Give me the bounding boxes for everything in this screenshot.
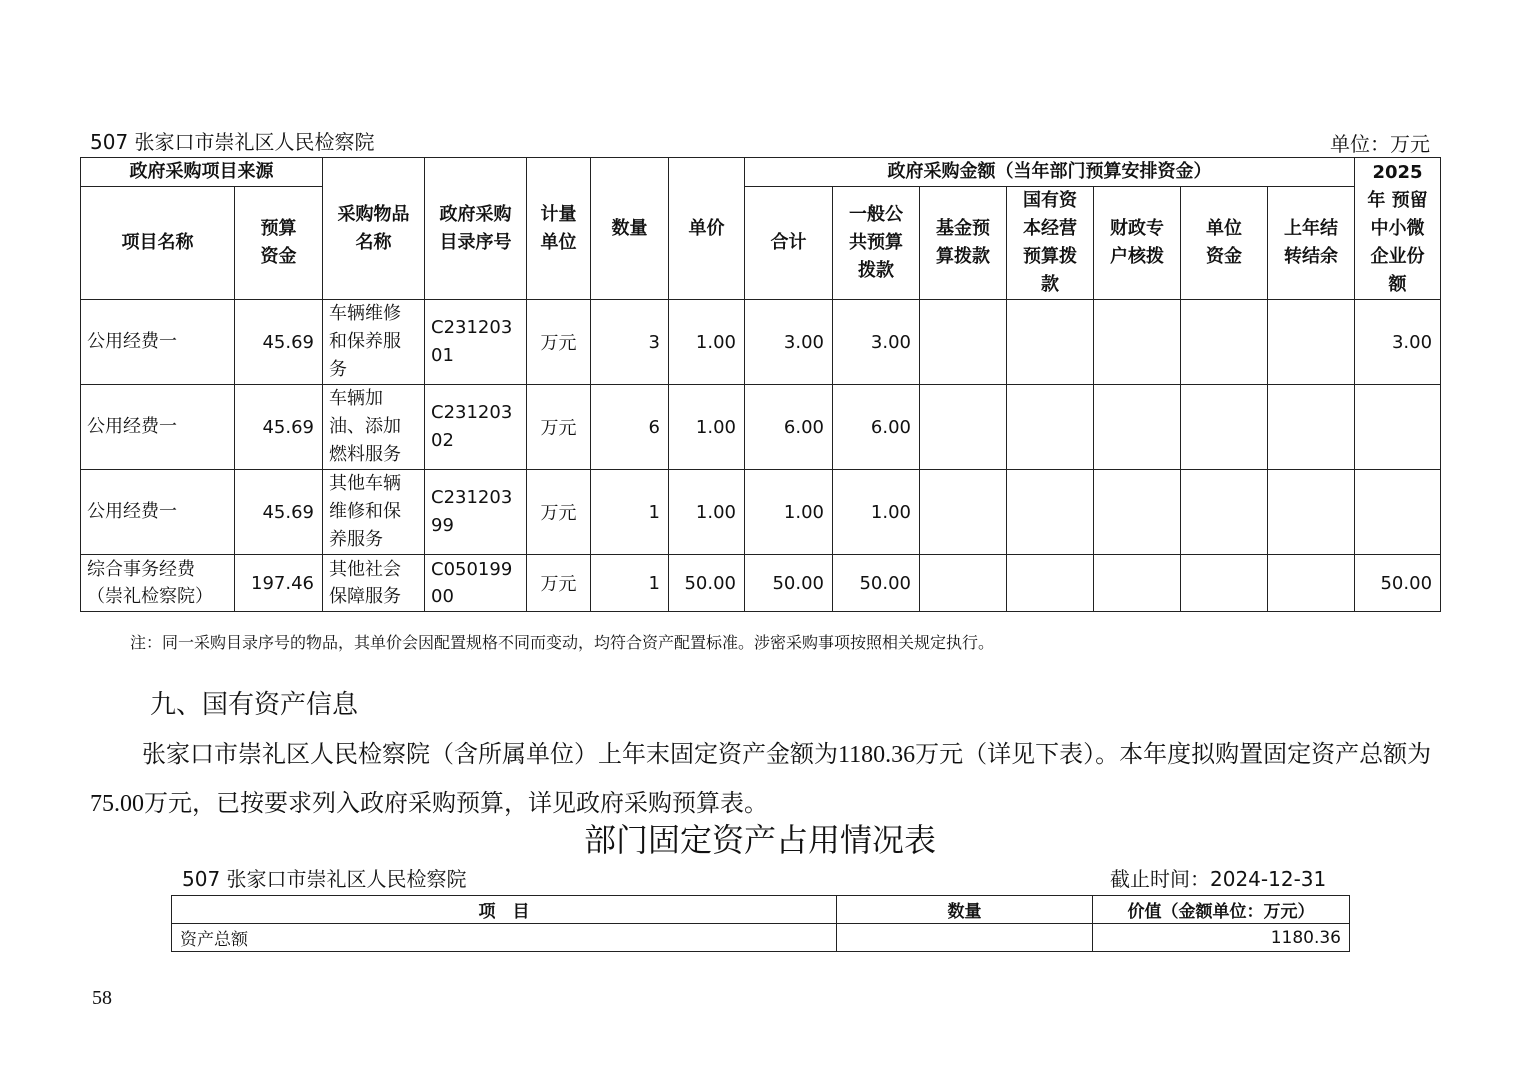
assets-table xyxy=(171,895,1350,952)
table-row xyxy=(172,924,1350,952)
unit-cell: 万元 xyxy=(527,555,591,612)
sme-cell xyxy=(1355,470,1441,555)
carry-cell xyxy=(1268,300,1355,385)
paragraph-text: 张家口市崇礼区人民检察院（含所属单位）上年末固定资产金额为 xyxy=(142,740,838,768)
fiscal-cell xyxy=(1094,385,1181,470)
assets-row-value: 1180.36 xyxy=(1093,924,1350,952)
carry-cell xyxy=(1268,385,1355,470)
proc-unit-label: 单位：万元 xyxy=(1330,132,1430,156)
assets-table-title: 部门固定资产占用情况表 xyxy=(583,821,936,859)
catalog-header: 政府采购目录序号 xyxy=(425,158,527,300)
budget-header: 预算资金 xyxy=(235,187,323,300)
self-header: 单位资金 xyxy=(1181,187,1268,300)
fiscal-cell xyxy=(1094,300,1181,385)
general-cell: 50.00 xyxy=(833,555,920,612)
carry-cell xyxy=(1268,470,1355,555)
general-cell: 6.00 xyxy=(833,385,920,470)
general-cell: 3.00 xyxy=(833,300,920,385)
paragraph-amount: 1180.36 xyxy=(838,742,916,768)
item-cell: 其他车辆维修和保养服务 xyxy=(323,470,425,555)
qty-cell: 1 xyxy=(591,470,669,555)
self-cell xyxy=(1181,385,1268,470)
project-header: 项目名称 xyxy=(81,187,235,300)
state-cell xyxy=(1007,470,1094,555)
fiscal-header: 财政专户核拨 xyxy=(1094,187,1181,300)
catalog-cell: C23120399 xyxy=(425,470,527,555)
total-cell: 50.00 xyxy=(745,555,833,612)
procurement-note: 注：同一采购目录序号的物品，其单价会因配置规格不同而变动，均符合资产配置标准。涉密采购事项按照相关规定执行。 xyxy=(130,633,995,652)
general-header: 一般公共预算拨款 xyxy=(833,187,920,300)
sme-header: 2025年 预留中小微企业份额 xyxy=(1355,158,1441,300)
qty-cell: 3 xyxy=(591,300,669,385)
fund-cell xyxy=(920,300,1007,385)
fund-cell xyxy=(920,385,1007,470)
fund-header: 基金预算拨款 xyxy=(920,187,1007,300)
project-cell: 综合事务经费（崇礼检察院） xyxy=(81,555,235,612)
state-cell xyxy=(1007,300,1094,385)
self-cell xyxy=(1181,470,1268,555)
qty-header: 数量 xyxy=(591,158,669,300)
budget-cell: 45.69 xyxy=(235,385,323,470)
fund-cell xyxy=(920,555,1007,612)
total-cell: 1.00 xyxy=(745,470,833,555)
group-source-header: 政府采购项目来源 xyxy=(81,158,323,187)
table-row xyxy=(81,470,1441,555)
carry-header: 上年结转结余 xyxy=(1268,187,1355,300)
paragraph-text: 万元（详见下表）。本年度拟购置固定资产总额为 xyxy=(915,740,1432,768)
proc-unit-name: 507 张家口市崇礼区人民检察院 xyxy=(90,130,375,154)
state-cell xyxy=(1007,555,1094,612)
assets-unit-name: 507 张家口市崇礼区人民检察院 xyxy=(182,867,467,891)
total-cell: 3.00 xyxy=(745,300,833,385)
self-cell xyxy=(1181,555,1268,612)
unit-cell: 万元 xyxy=(527,385,591,470)
assets-item-header: 项 目 xyxy=(172,896,837,924)
state-cell xyxy=(1007,385,1094,470)
catalog-cell: C23120301 xyxy=(425,300,527,385)
item-cell: 其他社会保障服务 xyxy=(323,555,425,612)
fiscal-cell xyxy=(1094,470,1181,555)
price-cell: 50.00 xyxy=(669,555,745,612)
item-cell: 车辆维修和保养服务 xyxy=(323,300,425,385)
catalog-cell: C23120302 xyxy=(425,385,527,470)
item-cell: 车辆加油、添加燃料服务 xyxy=(323,385,425,470)
state-header: 国有资本经营预算拨款 xyxy=(1007,187,1094,300)
group-amount-header: 政府采购金额（当年部门预算安排资金） xyxy=(745,158,1355,187)
qty-cell: 1 xyxy=(591,555,669,612)
carry-cell xyxy=(1268,555,1355,612)
assets-value-header: 价值（金额单位：万元） xyxy=(1093,896,1350,924)
unit-header: 计量单位 xyxy=(527,158,591,300)
fund-cell xyxy=(920,470,1007,555)
table-row xyxy=(81,555,1441,612)
procurement-table xyxy=(80,157,1441,612)
assets-date: 截止时间：2024-12-31 xyxy=(1110,867,1327,891)
sme-cell: 50.00 xyxy=(1355,555,1441,612)
qty-cell: 6 xyxy=(591,385,669,470)
paragraph-text: 万元，已按要求列入政府采购预算，详见政府采购预算表。 xyxy=(144,789,768,817)
page-number: 58 xyxy=(92,987,112,1009)
paragraph-amount: 75.00 xyxy=(90,791,144,817)
catalog-cell: C05019900 xyxy=(425,555,527,612)
project-cell: 公用经费一 xyxy=(81,300,235,385)
total-cell: 6.00 xyxy=(745,385,833,470)
price-cell: 1.00 xyxy=(669,385,745,470)
total-header: 合计 xyxy=(745,187,833,300)
general-cell: 1.00 xyxy=(833,470,920,555)
price-cell: 1.00 xyxy=(669,470,745,555)
project-cell: 公用经费一 xyxy=(81,385,235,470)
assets-qty-header: 数量 xyxy=(837,896,1093,924)
assets-row-qty xyxy=(837,924,1093,952)
asset-paragraph xyxy=(90,730,1435,828)
table-row xyxy=(81,385,1441,470)
self-cell xyxy=(1181,300,1268,385)
price-cell: 1.00 xyxy=(669,300,745,385)
fiscal-cell xyxy=(1094,555,1181,612)
budget-cell: 45.69 xyxy=(235,300,323,385)
section-title: 九、国有资产信息 xyxy=(150,690,359,720)
item-header: 采购物品名称 xyxy=(323,158,425,300)
budget-cell: 45.69 xyxy=(235,470,323,555)
price-header: 单价 xyxy=(669,158,745,300)
sme-cell: 3.00 xyxy=(1355,300,1441,385)
project-cell: 公用经费一 xyxy=(81,470,235,555)
assets-row-label: 资产总额 xyxy=(172,924,837,952)
sme-cell xyxy=(1355,385,1441,470)
unit-cell: 万元 xyxy=(527,470,591,555)
budget-cell: 197.46 xyxy=(235,555,323,612)
table-row xyxy=(81,300,1441,385)
unit-cell: 万元 xyxy=(527,300,591,385)
